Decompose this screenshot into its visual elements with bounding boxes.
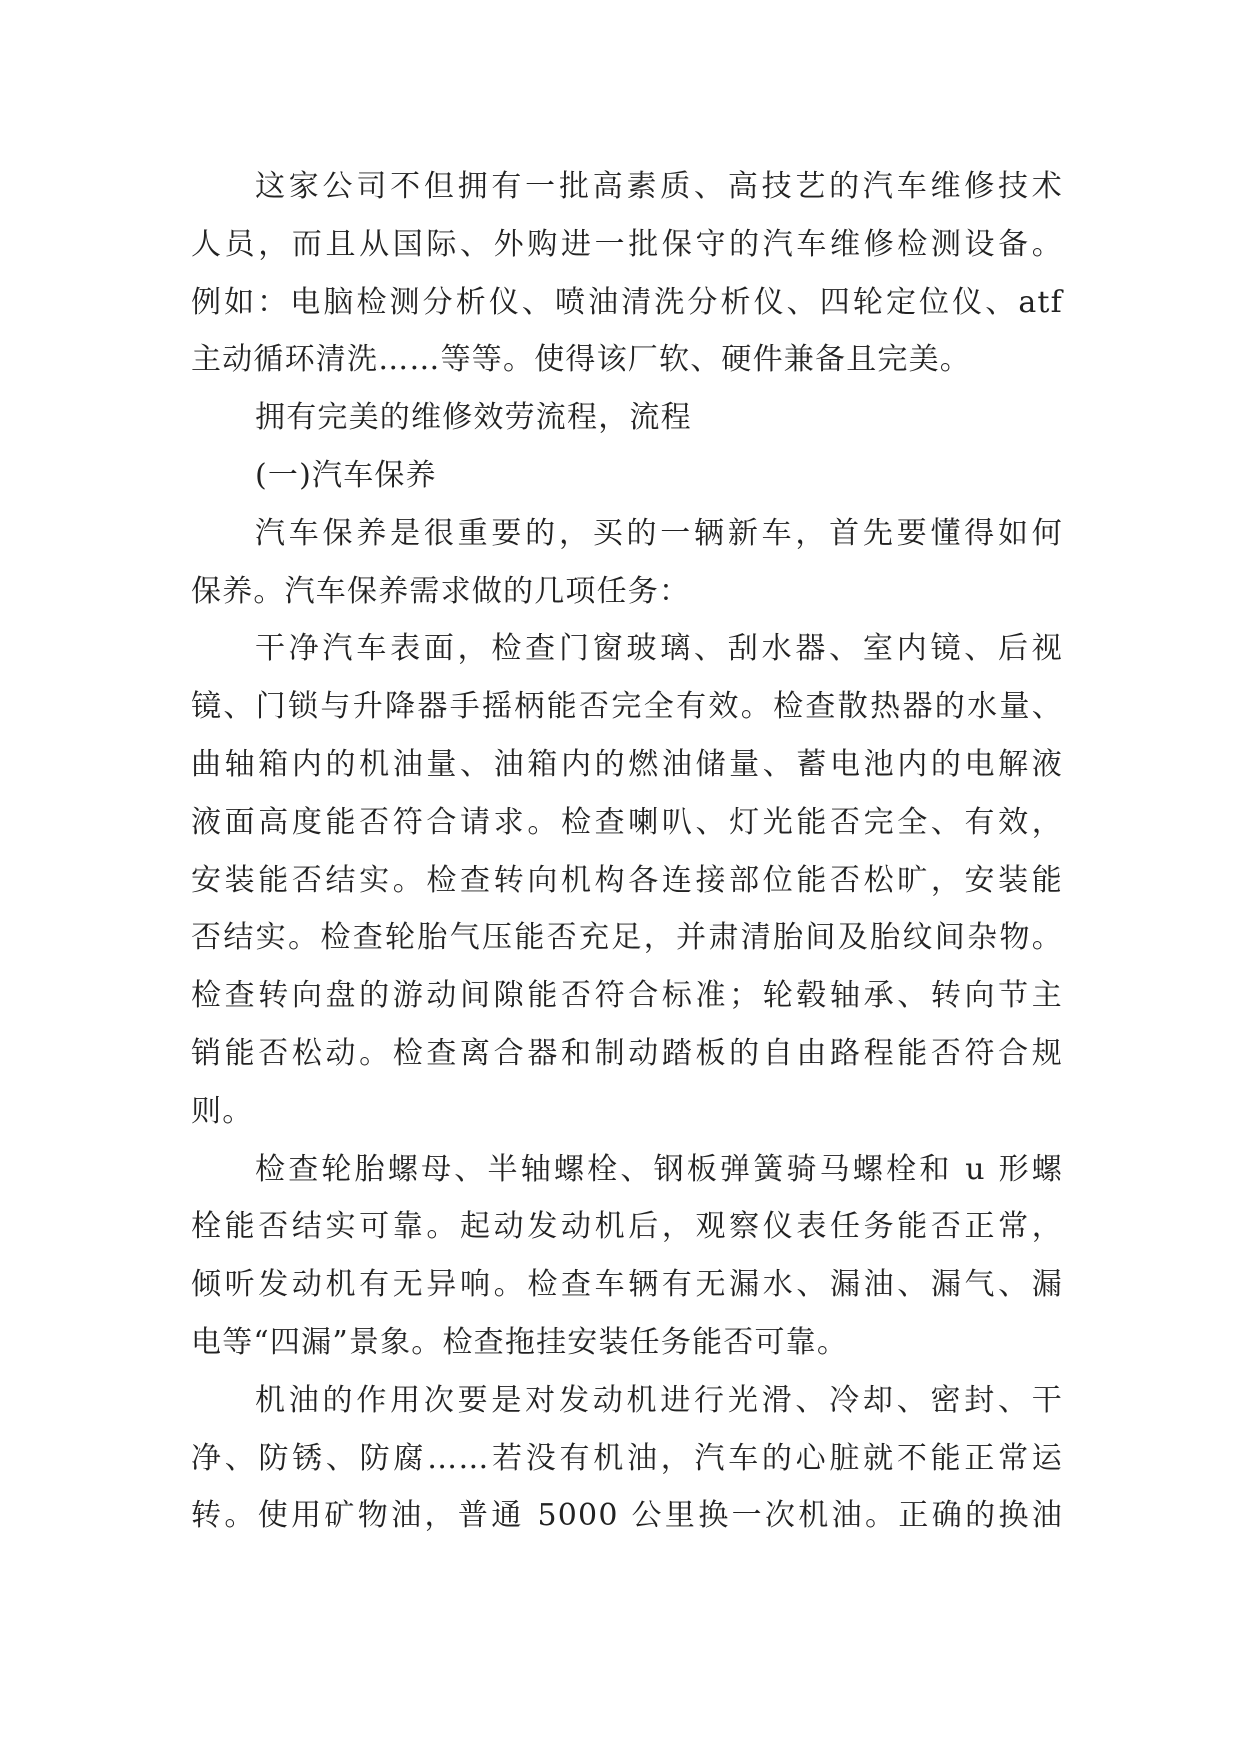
text-line: 倾听发动机有无异响。检查车辆有无漏水、漏油、漏气、漏 — [191, 1267, 1063, 1303]
text-line: 则。 — [191, 1093, 254, 1129]
text-line: 否结实。检查轮胎气压能否充足，并肃清胎间及胎纹间杂物。 — [191, 920, 1063, 956]
text-line: 曲轴箱内的机油量、油箱内的燃油储量、蓄电池内的电解液 — [191, 746, 1063, 782]
text-line: 销能否松动。检查离合器和制动踏板的自由路程能否符合规 — [191, 1035, 1063, 1071]
body-text — [191, 158, 1063, 1545]
text-line: 机油的作用次要是对发动机进行光滑、冷却、密封、干 — [255, 1382, 1063, 1418]
text-line: 电等“四漏”景象。检查拖挂安装任务能否可靠。 — [191, 1324, 849, 1360]
text-line: 安装能否结实。检查转向机构各连接部位能否松旷，安装能 — [191, 862, 1063, 898]
text-line: 汽车保养是很重要的，买的一辆新车，首先要懂得如何 — [255, 515, 1063, 551]
text-line: 净、防锈、防腐……若没有机油，汽车的心脏就不能正常运 — [191, 1440, 1063, 1476]
text-line: 拥有完美的维修效劳流程，流程 — [255, 400, 692, 436]
text-line: 检查转向盘的游动间隙能否符合标准；轮毂轴承、转向节主 — [191, 978, 1063, 1014]
text-line: (一)汽车保养 — [255, 457, 437, 493]
text-line: 镜、门锁与升降器手摇柄能否完全有效。检查散热器的水量、 — [191, 689, 1063, 725]
text-line: 检查轮胎螺母、半轴螺栓、钢板弹簧骑马螺栓和 u 形螺 — [255, 1151, 1063, 1187]
text-line: 液面高度能否符合请求。检查喇叭、灯光能否完全、有效， — [191, 804, 1063, 840]
text-line: 例如：电脑检测分析仪、喷油清洗分析仪、四轮定位仪、atf — [191, 284, 1063, 320]
text-line: 这家公司不但拥有一批高素质、高技艺的汽车维修技术 — [255, 169, 1063, 204]
text-line: 转。使用矿物油，普通 5000 公里换一次机油。正确的换油 — [191, 1498, 1063, 1534]
text-line: 主动循环清洗……等等。使得该厂软、硬件兼备且完美。 — [191, 342, 971, 378]
text-line: 栓能否结实可靠。起动发动机后，观察仪表任务能否正常， — [191, 1209, 1063, 1245]
text-line: 人员，而且从国际、外购进一批保守的汽车维修检测设备。 — [191, 226, 1063, 262]
text-line: 保养。汽车保养需求做的几项任务： — [191, 573, 691, 609]
text-line: 干净汽车表面，检查门窗玻璃、刮水器、室内镜、后视 — [255, 631, 1063, 667]
